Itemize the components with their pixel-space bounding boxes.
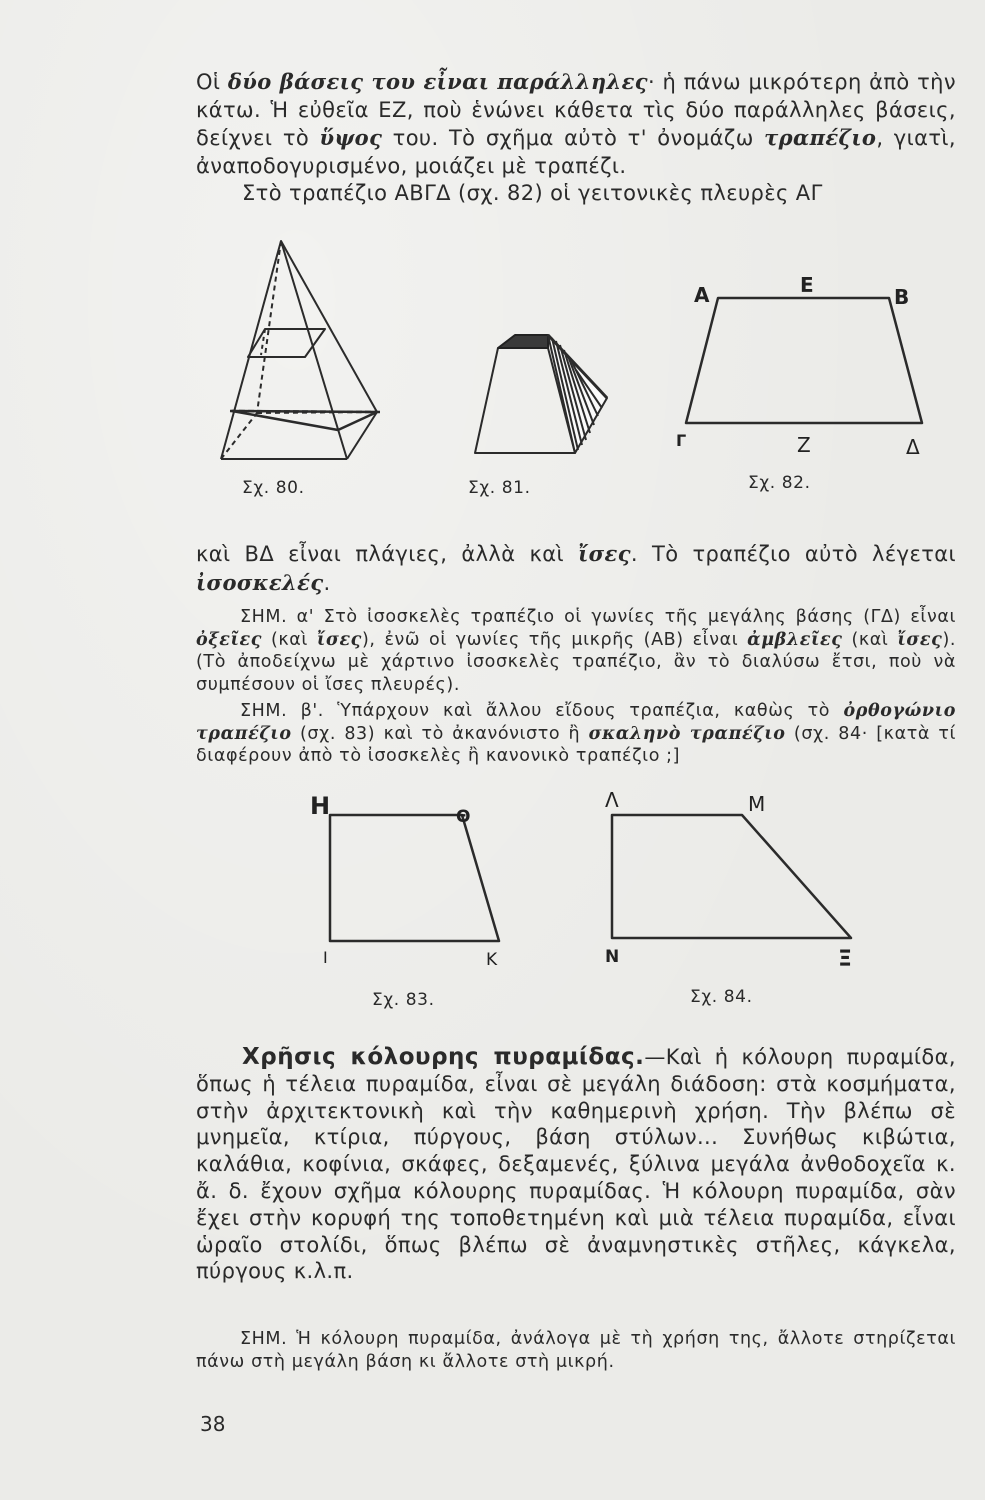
emphasis: ὕψος (319, 125, 383, 151)
emphasis: σκαληνὸ τραπέζιο (588, 723, 786, 744)
text: ). (Τὸ ἀποδείχνω μὲ χάρτινο ἰσοσκελὲς τραπέζιο, ἂν τὸ διαλύσω ἔτσι, ποὺ νὰ συμπέσουν οἱ ἴσες πλευρές). (196, 629, 957, 695)
caption-fig83: Σχ. 83. (372, 990, 435, 1010)
caption-fig80: Σχ. 80. (242, 478, 305, 498)
caption-fig82: Σχ. 82. (748, 473, 811, 493)
label-H: Η (310, 792, 331, 820)
emphasis: ἴσες (316, 629, 362, 650)
label-I: Ι (323, 948, 328, 967)
paragraph-isosceles-end: καὶ ΒΔ εἶναι πλάγιες, ἀλλὰ καὶ ἴσες. Τὸ τραπέζιο αὐτὸ λέγεται ἰσοσκελές. (196, 541, 956, 595)
note-beta (196, 700, 956, 768)
paragraph-isosceles-start: Στὸ τραπέζιο ΑΒΓΔ (σχ. 82) οἱ γειτονικὲς πλευρὲς ΑΓ (242, 181, 823, 205)
text: του. Τὸ σχῆμα αὐτὸ τ' ὀνομάζω (382, 126, 765, 151)
emphasis: ἴσες (897, 629, 943, 650)
section-body: —Καὶ ἡ κόλουρη πυραμίδα, ὅπως ἡ τέλεια πυραμίδα, εἶναι σὲ μεγάλη διάδοση: στὰ κοσμήματα, στὴν ἀρχιτεκτονικὴ καὶ τὴν καθημερινὴ χρήση. Τὴν βλέπω σὲ μνημεῖα, κτίρια, πύργους, βάση στύλων... Συνήθως κιβώτια, καλάθια, κοφίνια, σκάφες, δεξαμενές, ξύλινα μεγάλα ἀνθοδοχεῖα κ. ἄ. δ. ἔχουν σχῆμα κόλουρης πυραμίδας. Ἡ κόλουρη πυραμίδα, σὰν ἔχει στὴν κορυφή της τοποθετημένη καὶ μιὰ τέλεια πυραμίδα, εἶναι ὡραῖο στολίδι, ὅπως βλέπω σὲ ἀναμνηστικὲς στῆλες, κάγκελα, πύργους κ.λ.π. (196, 1045, 956, 1284)
caption-fig81: Σχ. 81. (468, 478, 531, 498)
emphasis: δύο βάσεις του εἶναι παράλληλες (227, 69, 648, 94)
label-N: Ν (605, 947, 620, 967)
text: (καὶ (262, 629, 317, 650)
text: ΣΗΜ. β'. Ὑπάρχουν καὶ ἄλλου εἴδους τραπέζια, καθὼς τὸ (240, 701, 844, 721)
label-E: Ε (800, 273, 814, 297)
text: Οἱ (196, 70, 228, 94)
label-K: Κ (486, 950, 498, 970)
note-alpha (196, 606, 956, 696)
figure-80-pyramid (221, 241, 380, 459)
label-Th: Θ (456, 807, 471, 827)
text: (σχ. 83) καὶ τὸ ἀκανόνιστο ἢ (291, 723, 589, 744)
page-number: 38 (200, 1412, 226, 1436)
figure-83-right-trapezoid (330, 815, 499, 941)
label-A: Α (694, 283, 710, 307)
emphasis: ἴσες (578, 541, 631, 566)
section-note (196, 1328, 956, 1373)
label-M: Μ (748, 792, 766, 816)
text: (σχ. 84· [κατὰ τί διαφέρουν ἀπὸ τὸ ἰσοσκελὲς ἢ κανονικὸ τραπέζιο ;] (196, 723, 956, 766)
label-B: Β (894, 285, 910, 309)
figure-82-isosceles-trapezoid (686, 298, 922, 423)
text: , γιατὶ, ἀναποδογυρισμένο, μοιάζει μὲ τραπέζι. (196, 126, 956, 178)
label-G: Γ (676, 431, 687, 450)
section-heading: Χρῆσις κόλουρης πυραμίδας. (242, 1044, 645, 1070)
label-L: Λ (605, 788, 619, 812)
caption-fig84: Σχ. 84. (690, 987, 753, 1007)
emphasis: ὀξεῖες (196, 629, 263, 650)
section-frustum-uses (196, 1044, 956, 1285)
text: (καὶ (842, 629, 898, 650)
figure-81-frustum (475, 335, 607, 453)
label-D: Δ (906, 435, 920, 459)
text: ), ἐνῶ οἱ γωνίες τῆς μικρῆς (ΑΒ) εἶναι (361, 629, 748, 650)
text: . Τὸ τραπέζιο αὐτὸ λέγεται (630, 542, 956, 566)
label-Z: Ζ (797, 433, 811, 457)
text: ΣΗΜ. α' Στὸ ἰσοσκελὲς τραπέζιο οἱ γωνίες τῆς μεγάλης βάσης (ΓΔ) εἶναι (240, 607, 956, 627)
text: · ἡ πάνω μικρότερη ἀπὸ τὴν κάτω. Ἡ εὐθεῖα ΕΖ, ποὺ ἑνώνει κάθετα τὶς δύο παράλληλες βάσεις, δείχνει τὸ (196, 70, 956, 151)
emphasis: τραπέζιο (764, 125, 877, 151)
figure-84-scalene-trapezoid (612, 815, 851, 938)
section-note-text: ΣΗΜ. Ἡ κόλουρη πυραμίδα, ἀνάλογα μὲ τὴ χρήση της, ἄλλοτε στηρίζεται πάνω στὴ μεγάλη βάση κι ἄλλοτε στὴ μικρή. (196, 1329, 956, 1372)
emphasis: ὀρθογώνιο τραπέζιο (196, 701, 956, 744)
label-X: Ξ (838, 947, 852, 972)
emphasis: ἀμβλεῖες (747, 629, 843, 650)
text: . (323, 570, 331, 595)
emphasis: ἰσοσκελές (196, 569, 324, 595)
